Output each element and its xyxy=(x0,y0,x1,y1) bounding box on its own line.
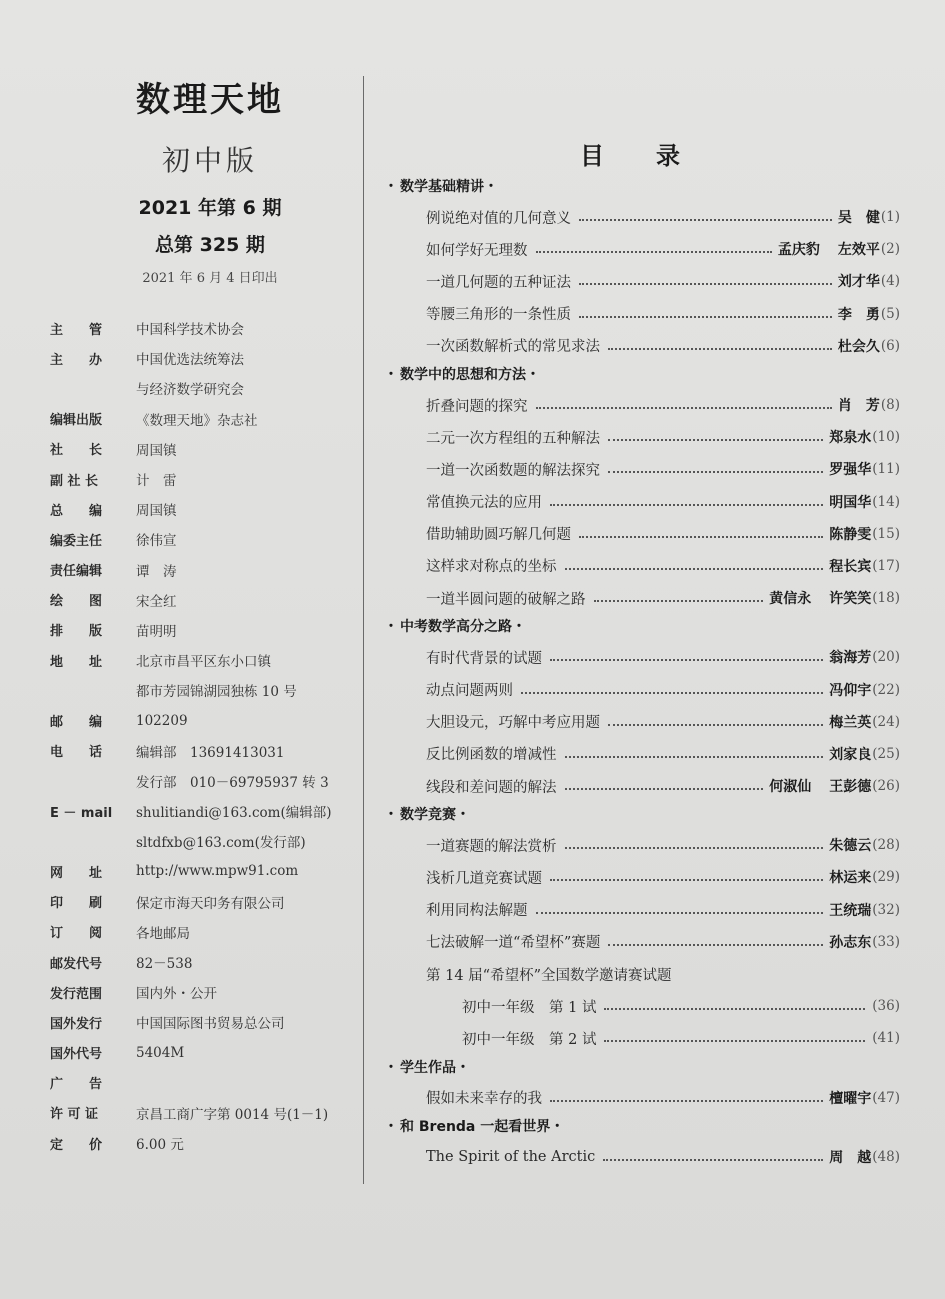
page-number: (8) xyxy=(880,397,900,414)
article-title: 假如未来幸存的我 xyxy=(426,1091,542,1108)
section-name: 数学竞赛・ xyxy=(400,807,470,824)
page-number: (14) xyxy=(872,493,900,510)
article-author: 梅兰英 xyxy=(829,714,872,731)
table-of-contents xyxy=(384,174,900,1173)
article-title: 初中一年级 第 2 试 xyxy=(462,1031,597,1048)
article-title: 这样求对称点的坐标 xyxy=(426,559,557,576)
toc-entry[interactable] xyxy=(384,1141,900,1173)
info-row xyxy=(50,555,360,585)
info-label: 编委主任 xyxy=(50,533,103,549)
info-value: 中国国际图书贸易总公司 xyxy=(136,1016,285,1033)
article-title: 借助辅助圆巧解几何题 xyxy=(426,527,571,544)
info-label: E － mail xyxy=(50,805,113,821)
info-row xyxy=(50,645,360,675)
info-row xyxy=(50,1068,360,1098)
info-value: 周国镇 xyxy=(136,503,177,520)
page-number: (18) xyxy=(872,590,900,607)
info-row xyxy=(50,343,360,373)
issue-number: 2021 年第 6 期 xyxy=(138,197,282,219)
dot-leader xyxy=(565,847,824,849)
dot-leader xyxy=(565,568,824,570)
article-author: 左效平 xyxy=(837,242,880,259)
toc-entry[interactable] xyxy=(384,582,900,614)
article-title: 利用同构法解题 xyxy=(426,903,528,920)
info-label: 总 编 xyxy=(50,503,103,519)
article-title: 一次函数解析式的常见求法 xyxy=(426,339,600,356)
info-label: 责任编辑 xyxy=(50,564,103,580)
toc-entry[interactable] xyxy=(384,233,900,265)
article-author: 冯仰宇 xyxy=(829,682,872,699)
page-number: (25) xyxy=(872,745,900,762)
toc-entry[interactable] xyxy=(384,894,900,926)
article-author: 林运来 xyxy=(829,870,872,887)
dot-leader xyxy=(579,536,823,538)
info-row xyxy=(50,977,360,1007)
dot-leader xyxy=(594,600,764,602)
toc-entry[interactable] xyxy=(384,201,900,233)
info-row xyxy=(50,1007,360,1037)
info-row xyxy=(50,494,360,524)
article-author: 程长宾 xyxy=(829,558,872,575)
info-row xyxy=(50,585,360,615)
info-value: 计 雷 xyxy=(136,473,177,490)
toc-entry[interactable] xyxy=(384,550,900,582)
toc-entry[interactable] xyxy=(384,421,900,453)
page-number: (48) xyxy=(872,1148,900,1165)
info-row xyxy=(50,675,360,705)
info-value: 发行部 010－69795937 转 3 xyxy=(136,774,329,791)
dot-leader xyxy=(608,471,823,473)
info-label: 主 管 xyxy=(50,322,103,338)
article-title: 线段和差问题的解法 xyxy=(426,779,557,796)
page-number: (24) xyxy=(872,713,900,730)
article-coauthor: 黄信永 xyxy=(769,591,812,608)
article-coauthor: 孟庆豹 xyxy=(777,242,820,259)
dot-leader xyxy=(521,692,823,694)
info-row xyxy=(50,796,360,826)
page-number: (26) xyxy=(872,778,900,795)
page-number: (11) xyxy=(872,461,900,478)
article-title: The Spirit of the Arctic xyxy=(426,1148,596,1165)
info-label: 电 话 xyxy=(50,745,103,761)
article-title: 初中一年级 第 1 试 xyxy=(462,999,597,1016)
section-name: 数学基础精讲・ xyxy=(400,179,498,195)
info-value: 82－538 xyxy=(136,956,193,973)
page-number: (47) xyxy=(872,1089,900,1106)
info-value: 谭 涛 xyxy=(136,563,177,580)
info-row xyxy=(50,766,360,796)
info-value: 京昌工商广字第 0014 号(1－1) xyxy=(136,1106,329,1123)
masthead xyxy=(60,72,360,286)
info-label: 地 址 xyxy=(50,654,103,670)
section-name: 学生作品・ xyxy=(400,1059,470,1076)
info-label: 国外代号 xyxy=(50,1047,103,1063)
toc-entry[interactable] xyxy=(384,861,900,893)
toc-entry[interactable] xyxy=(384,330,900,362)
article-title: 常值换元法的应用 xyxy=(426,495,542,512)
info-row xyxy=(50,373,360,403)
toc-entry[interactable] xyxy=(384,518,900,550)
info-label: 编辑出版 xyxy=(50,413,103,429)
bullet-icon: ・ xyxy=(384,1118,398,1135)
toc-entry[interactable] xyxy=(384,958,900,990)
toc-entry[interactable] xyxy=(384,706,900,738)
info-value: 中国科学技术协会 xyxy=(136,322,244,339)
toc-entry[interactable] xyxy=(384,738,900,770)
info-value: 苗明明 xyxy=(136,623,177,640)
info-label: 邮 编 xyxy=(50,715,103,731)
toc-entry[interactable] xyxy=(384,389,900,421)
info-label: 网 址 xyxy=(50,865,103,881)
bullet-icon: ・ xyxy=(384,366,398,383)
article-author: 明国华 xyxy=(829,494,872,511)
dot-leader xyxy=(604,1040,865,1042)
toc-section-heading xyxy=(384,614,900,641)
article-title: 第 14 届“希望杯”全国数学邀请赛试题 xyxy=(426,967,672,984)
info-value: 国内外・公开 xyxy=(136,986,217,1003)
article-title: 一道几何题的五种证法 xyxy=(426,274,571,291)
article-author: 朱德云 xyxy=(829,838,872,855)
info-label: 副 社 长 xyxy=(50,473,99,489)
article-author: 翁海芳 xyxy=(829,650,872,667)
page-number: (22) xyxy=(872,681,900,698)
article-title: 一道半圆问题的破解之路 xyxy=(426,591,586,608)
page-number: (20) xyxy=(872,649,900,666)
bullet-icon: ・ xyxy=(384,179,398,195)
info-label: 许 可 证 xyxy=(50,1107,99,1123)
info-row xyxy=(50,1128,360,1158)
info-label: 国外发行 xyxy=(50,1016,103,1032)
info-row xyxy=(50,947,360,977)
info-label: 绘 图 xyxy=(50,594,103,610)
toc-section-heading xyxy=(384,174,900,201)
article-author: 孙志东 xyxy=(829,934,872,951)
article-title: 反比例函数的增减性 xyxy=(426,747,557,764)
info-label: 排 版 xyxy=(50,624,103,640)
toc-entry[interactable] xyxy=(384,486,900,518)
dot-leader xyxy=(550,659,823,661)
info-value: 102209 xyxy=(136,712,188,729)
page-number: (41) xyxy=(872,1030,900,1047)
article-title: 动点问题两则 xyxy=(426,683,513,700)
toc-entry[interactable] xyxy=(384,990,900,1022)
article-title: 大胆设元，巧解中考应用题 xyxy=(426,715,600,732)
page-number: (17) xyxy=(872,557,900,574)
toc-entry[interactable] xyxy=(384,926,900,958)
info-value: 5404M xyxy=(136,1044,185,1061)
info-label: 发行范围 xyxy=(50,986,103,1002)
info-row xyxy=(50,1098,360,1128)
dot-leader xyxy=(608,439,823,441)
page-number: (29) xyxy=(872,869,900,886)
article-author: 肖 芳 xyxy=(837,398,880,415)
info-row xyxy=(50,917,360,947)
bullet-icon: ・ xyxy=(384,619,398,636)
bullet-icon: ・ xyxy=(384,1059,398,1076)
toc-entry[interactable] xyxy=(384,1082,900,1114)
info-value: http://www.mpw91.com xyxy=(136,863,299,880)
section-name: 中考数学高分之路・ xyxy=(400,619,526,636)
info-row xyxy=(50,1038,360,1068)
page-number: (32) xyxy=(872,901,900,918)
article-author: 李 勇 xyxy=(837,306,880,323)
section-name: 数学中的思想和方法・ xyxy=(400,366,540,383)
page-number: (15) xyxy=(872,525,900,542)
dot-leader xyxy=(608,724,823,726)
article-title: 如何学好无理数 xyxy=(426,242,528,259)
dot-leader xyxy=(604,1008,865,1010)
page-number: (4) xyxy=(880,273,900,290)
dot-leader xyxy=(536,407,832,409)
toc-entry[interactable] xyxy=(384,265,900,297)
dot-leader xyxy=(565,788,764,790)
article-title: 折叠问题的探究 xyxy=(426,398,528,415)
article-title: 一道赛题的解法赏析 xyxy=(426,838,557,855)
toc-entry[interactable] xyxy=(384,298,900,330)
page-number: (28) xyxy=(872,837,900,854)
info-value: shulitiandi@163.com(编辑部) xyxy=(136,805,332,822)
article-title: 一道一次函数题的解法探究 xyxy=(426,462,600,479)
info-value: 编辑部 13691413031 xyxy=(136,744,285,761)
dot-leader xyxy=(536,251,772,253)
toc-section-heading xyxy=(384,362,900,389)
info-value: 北京市昌平区东小口镇 xyxy=(136,654,271,671)
info-value: 都市芳园锦湖园独栋 10 号 xyxy=(136,684,297,701)
article-author: 刘家良 xyxy=(829,746,872,763)
article-title: 等腰三角形的一条性质 xyxy=(426,307,571,324)
toc-section-heading xyxy=(384,1055,900,1082)
publication-info xyxy=(50,313,360,1158)
print-date: 2021 年 6 月 4 日印出 xyxy=(142,271,278,286)
toc-section-heading xyxy=(384,802,900,829)
info-row xyxy=(50,615,360,645)
info-value: 周国镇 xyxy=(136,442,177,459)
article-title: 七法破解一道“希望杯”赛题 xyxy=(426,935,601,952)
article-title: 例说绝对值的几何意义 xyxy=(426,210,571,227)
info-label: 订 阅 xyxy=(50,926,103,942)
total-issue-number: 总第 325 期 xyxy=(155,234,265,256)
info-row xyxy=(50,856,360,886)
page-number: (33) xyxy=(872,933,900,950)
article-author: 杜会久 xyxy=(837,338,880,355)
dot-leader xyxy=(608,944,823,946)
toc-entry[interactable] xyxy=(384,641,900,673)
dot-leader xyxy=(550,1100,823,1102)
article-author: 郑泉水 xyxy=(829,430,872,447)
article-title: 二元一次方程组的五种解法 xyxy=(426,430,600,447)
info-row xyxy=(50,705,360,735)
dot-leader xyxy=(579,219,832,221)
page-number: (1) xyxy=(880,209,900,226)
magazine-title: 数理天地 xyxy=(136,80,284,120)
info-value: 各地邮局 xyxy=(136,925,190,942)
article-author: 罗强华 xyxy=(829,462,872,479)
toc-title: 目录 xyxy=(580,142,732,170)
article-author: 陈静雯 xyxy=(829,526,872,543)
toc-entry[interactable] xyxy=(384,453,900,485)
info-row xyxy=(50,404,360,434)
toc-entry[interactable] xyxy=(384,770,900,802)
info-value: 中国优选法统筹法 xyxy=(136,352,244,369)
article-author: 刘才华 xyxy=(837,274,880,291)
article-title: 浅析几道竞赛试题 xyxy=(426,870,542,887)
article-title: 有时代背景的试题 xyxy=(426,650,542,667)
dot-leader xyxy=(608,348,832,350)
article-author: 檀曜宇 xyxy=(829,1090,872,1107)
info-label: 广 告 xyxy=(50,1077,103,1093)
article-author: 吴 健 xyxy=(837,210,880,227)
info-row xyxy=(50,887,360,917)
info-label: 邮发代号 xyxy=(50,956,103,972)
info-row xyxy=(50,826,360,856)
page-number: (36) xyxy=(872,998,900,1015)
info-label: 定 价 xyxy=(50,1137,103,1153)
info-row xyxy=(50,313,360,343)
info-label: 社 长 xyxy=(50,443,103,459)
page-number: (10) xyxy=(872,429,900,446)
info-value: 6.00 元 xyxy=(136,1137,184,1154)
article-author: 许笑笑 xyxy=(829,591,872,608)
page-number: (6) xyxy=(880,337,900,354)
dot-leader xyxy=(579,283,832,285)
dot-leader xyxy=(550,879,823,881)
article-author: 周 越 xyxy=(829,1149,872,1166)
toc-entry[interactable] xyxy=(384,673,900,705)
article-author: 王统瑞 xyxy=(829,902,872,919)
info-row xyxy=(50,434,360,464)
toc-entry[interactable] xyxy=(384,1022,900,1054)
bullet-icon: ・ xyxy=(384,807,398,824)
toc-entry[interactable] xyxy=(384,829,900,861)
dot-leader xyxy=(550,504,823,506)
page-number: (5) xyxy=(880,305,900,322)
dot-leader xyxy=(603,1159,823,1161)
info-row xyxy=(50,524,360,554)
info-label: 印 刷 xyxy=(50,896,103,912)
page-number: (2) xyxy=(880,241,900,258)
info-value: sltdfxb@163.com(发行部) xyxy=(136,835,306,852)
info-value: 《数理天地》杂志社 xyxy=(136,412,258,429)
info-value: 保定市海天印务有限公司 xyxy=(136,895,285,912)
dot-leader xyxy=(565,756,824,758)
article-coauthor: 何淑仙 xyxy=(769,779,812,796)
section-name: 和 Brenda 一起看世界・ xyxy=(400,1118,565,1135)
info-row xyxy=(50,464,360,494)
info-row xyxy=(50,736,360,766)
info-value: 与经济数学研究会 xyxy=(136,382,244,399)
edition-label: 初中版 xyxy=(161,144,258,177)
info-value: 宋全红 xyxy=(136,593,177,610)
column-divider xyxy=(363,76,364,1184)
article-author: 王彭德 xyxy=(829,779,872,796)
dot-leader xyxy=(579,316,832,318)
dot-leader xyxy=(536,912,824,914)
toc-section-heading xyxy=(384,1114,900,1141)
info-label: 主 办 xyxy=(50,352,103,368)
info-value: 徐伟宣 xyxy=(136,533,177,550)
